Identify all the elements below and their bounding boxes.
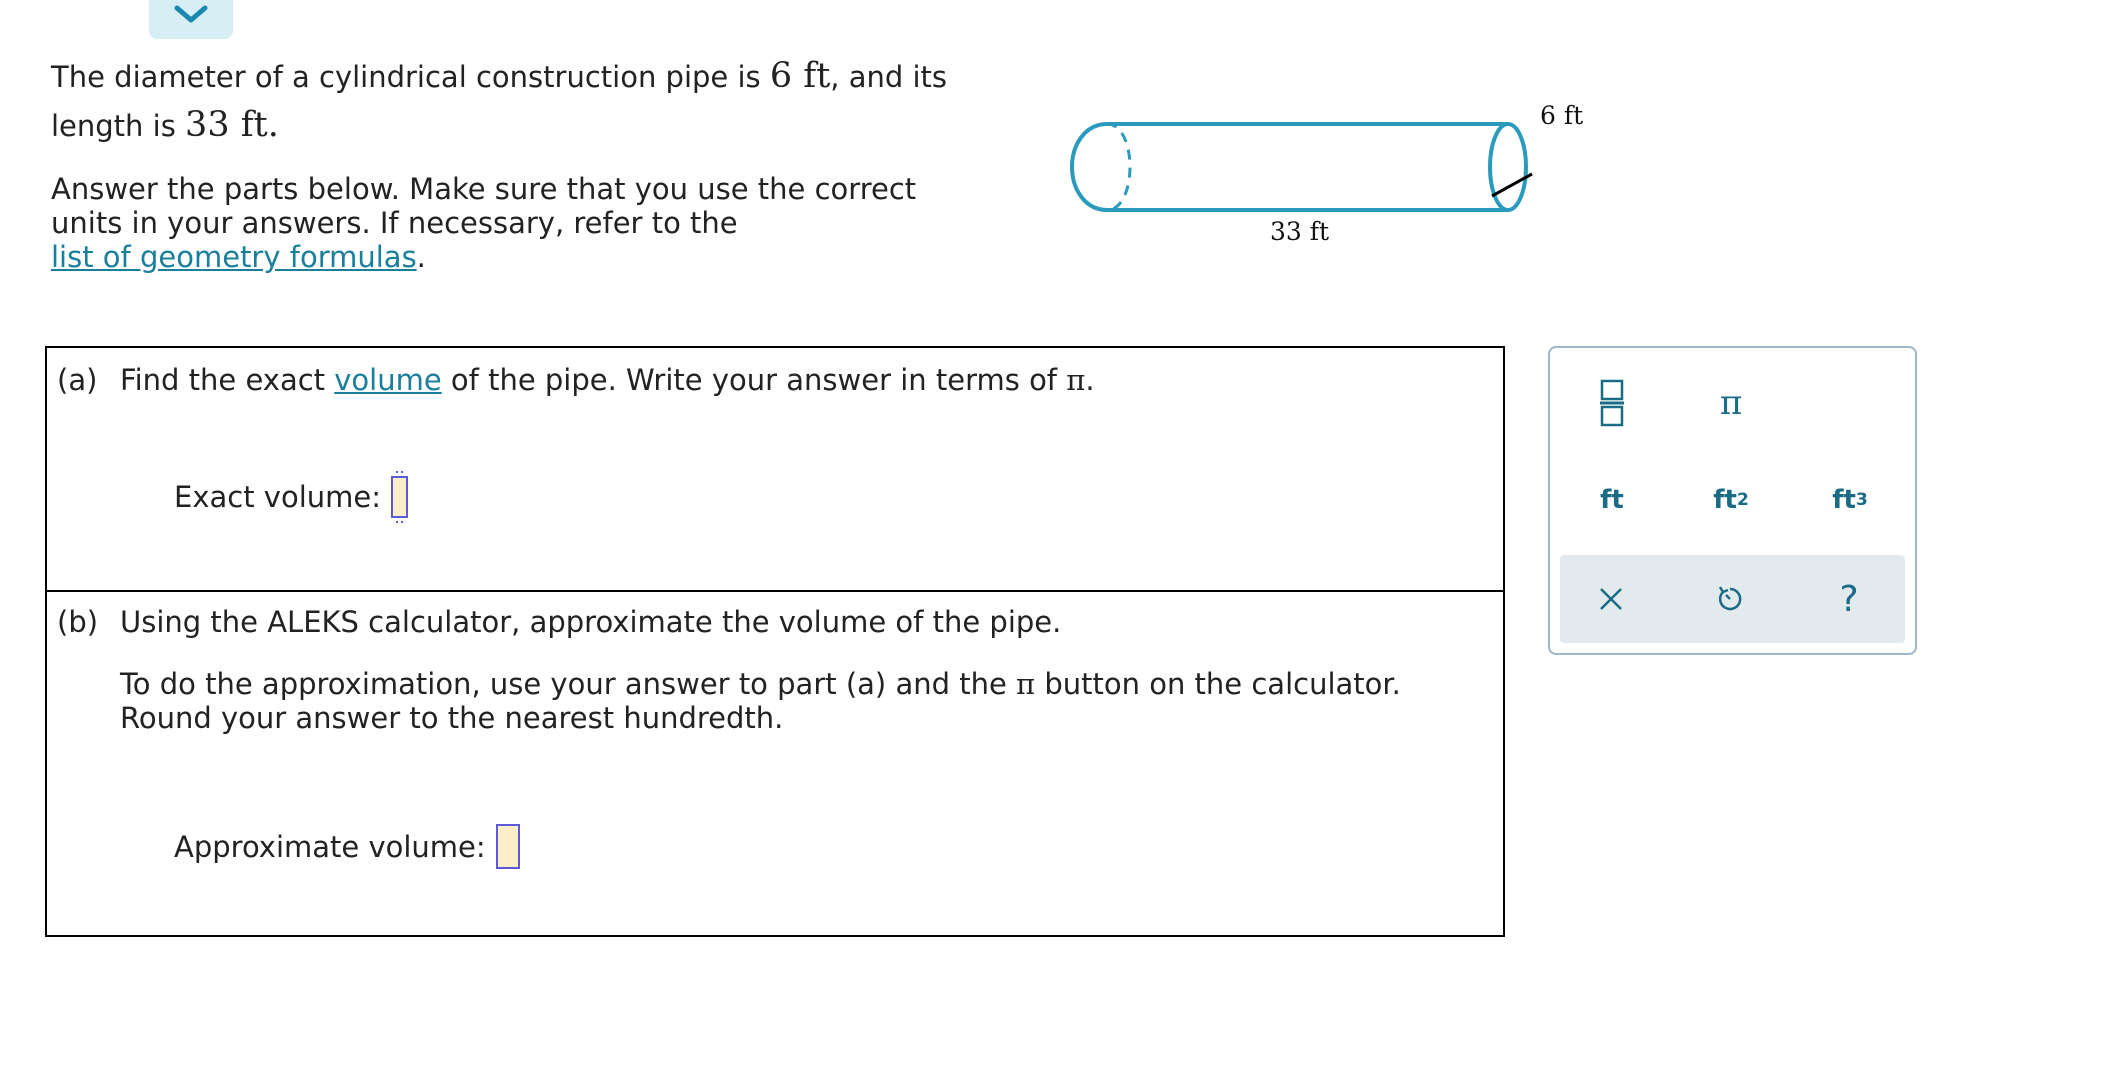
diameter-value: 6 ft bbox=[769, 56, 831, 96]
exact-volume-row bbox=[174, 476, 408, 518]
help-button[interactable]: ? bbox=[1839, 578, 1859, 620]
undo-icon bbox=[1715, 584, 1745, 614]
part-b bbox=[47, 591, 1503, 935]
instructions bbox=[51, 172, 951, 274]
ft-cubed-base: ft bbox=[1832, 485, 1856, 515]
prompt-text: button on the calculator. Round your answer to the nearest hundredth. bbox=[120, 667, 1401, 735]
math-palette bbox=[1548, 346, 1917, 655]
close-icon bbox=[1598, 586, 1624, 612]
prompt-text: of the pipe. Write your answer in terms of bbox=[441, 363, 1067, 397]
left-end-front bbox=[1072, 124, 1107, 210]
ft-cubed-button[interactable] bbox=[1800, 465, 1900, 535]
instructions-text: Answer the parts below. Make sure that you use the correct units in your answers. If necessary, refer to the bbox=[51, 172, 917, 240]
statement-text: The diameter of a cylindrical construction pipe is bbox=[51, 60, 770, 94]
ft-cubed-exponent: 3 bbox=[1855, 490, 1868, 510]
part-a-label: (a) bbox=[57, 363, 98, 397]
approximate-volume-input[interactable] bbox=[496, 824, 520, 869]
part-b-prompt: Using the ALEKS calculator, approximate the volume of the pipe. bbox=[120, 605, 1062, 639]
statement-text: length is bbox=[51, 109, 186, 143]
part-a bbox=[47, 348, 1503, 592]
approximate-volume-row bbox=[174, 824, 520, 869]
geometry-formulas-link[interactable]: list of geometry formulas bbox=[51, 240, 417, 274]
ft-squared-base: ft bbox=[1713, 485, 1737, 515]
statement-period: . bbox=[267, 105, 279, 145]
part-a-prompt bbox=[120, 363, 1500, 397]
pi-symbol: π bbox=[1066, 363, 1086, 397]
collapse-button[interactable] bbox=[149, 0, 233, 39]
prompt-period: . bbox=[1085, 363, 1095, 397]
part-b-instructions bbox=[120, 667, 1500, 735]
problem-statement bbox=[51, 52, 951, 150]
diameter-label: 6 ft bbox=[1540, 101, 1584, 130]
fraction-button[interactable] bbox=[1562, 368, 1662, 438]
prompt-text: Find the exact bbox=[120, 363, 335, 397]
undo-button[interactable] bbox=[1680, 564, 1780, 634]
length-value: 33 ft bbox=[185, 105, 268, 145]
palette-footer bbox=[1560, 555, 1905, 643]
ft-button[interactable]: ft bbox=[1600, 485, 1624, 515]
length-label: 33 ft bbox=[1270, 217, 1330, 246]
part-b-label: (b) bbox=[57, 605, 99, 639]
exact-volume-label: Exact volume: bbox=[174, 480, 381, 514]
instructions-period: . bbox=[416, 240, 426, 274]
chevron-down-icon bbox=[171, 2, 211, 26]
exact-volume-input[interactable] bbox=[391, 476, 408, 518]
clear-button[interactable] bbox=[1561, 564, 1661, 634]
fraction-icon bbox=[1599, 379, 1625, 427]
cylinder-diagram bbox=[1000, 90, 1600, 260]
volume-link[interactable]: volume bbox=[334, 363, 442, 397]
pi-button[interactable]: π bbox=[1719, 383, 1743, 423]
ft-squared-exponent: 2 bbox=[1736, 490, 1749, 510]
statement-text: , and its bbox=[830, 60, 948, 94]
left-end-back bbox=[1107, 124, 1130, 210]
ft-squared-button[interactable] bbox=[1681, 465, 1781, 535]
question-parts bbox=[45, 346, 1505, 937]
prompt-text: To do the approximation, use your answer to part (a) and the bbox=[120, 667, 1017, 701]
pi-symbol: π bbox=[1016, 667, 1036, 701]
right-end bbox=[1490, 124, 1526, 210]
approximate-volume-label: Approximate volume: bbox=[174, 829, 486, 864]
